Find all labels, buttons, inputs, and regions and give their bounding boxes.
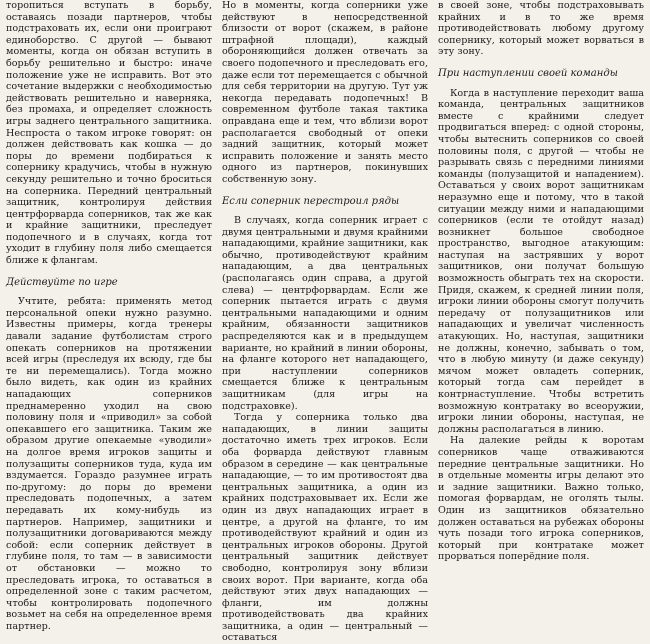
section-heading: Действуйте по игре: [6, 276, 118, 288]
paragraph: На далекие рейды к воротам соперников чаще отваживаются передние центральные защитники. Но в отдельные моменты игры делают это и задние защитники. Важно только, помогая форвардам, не оголять тылы. Один из защитников обязательно должен оставаться на рубежах обороны чуть позади того игрока соперников, который при контратаке может прорваться поперёдние поля.: [438, 435, 644, 563]
text-column-1: [6, 0, 212, 644]
paragraph: Тогда у соперника только два нападающих, в линии защиты достаточно иметь трех игроков. Если оба форварда действуют главным образом в середине — как центральные нападающие, — то им противостоят два центральных защитника, а один из крайних подстраховывает их. Если же один из двух нападающих играет в центре, а другой на фланге, то им противодействуют крайний и один из центральных игроков обороны. Другой центральный защитник действует свободно, контролируя зону вблизи своих ворот. При варианте, когда оба действуют этих двух нападающих — фланги, им должны противодействовать два крайних защитника, а один — центральный — оставаться: [222, 412, 428, 644]
paragraph: торопиться вступать в борьбу, оставаясь позади партнеров, чтобы подстраховать их, если они проиграют единоборство. С другой — бывают моменты, когда он обязан вступить в борьбу решительно и быстро: иначе положение уже не исправить. Вот это сочетание выдержки с необходимостью действовать решительно и наверняка, без промаха, и определяет сложность игры заднего центрального защитника. Неспроста о таком игроке говорят: он должен действовать как кошка — до поры до времени подбираться к сопернику крадучись, чтобы в нужную секунду решительно и точно броситься на соперника. Передний центральный защитник, контролируя действия центрфорварда соперников, так же как и крайние защитники, преследует подопечного и в случаях, когда тот уходит в глубину поля либо смещается ближе к флангам.: [6, 0, 212, 267]
section-heading: При наступлении своей команды: [438, 67, 618, 79]
paragraph: Когда в наступление переходит ваша команда, центральных защитников вместе с крайними следует продвигаться вперед: с одной стороны, чтобы вытеснить соперников со своей половины поля, с другой — чтобы не разрывать связь с передними линиями команды (полузащитой и нападением). Оставаться у своих ворот защитникам неразумно еще и потому, что в такой ситуации между ними и нападающими соперников (если те отойдут назад) возникнет большое свободное пространство, выгодное атакующим: наступая на застрявших у ворот защитников, они получат большую возможность обыграть тех на скорости. Придя, скажем, к средней линии поля, игроки линии обороны смогут получить передачу от полузащитников или нападающих и увеличат численность атакующих. Но, наступая, защитники не должны, конечно, забывать о том, что в любую минуту (и даже секунду) мячом может овладеть соперник, который тогда сам перейдет в контрнаступление. Чтобы встретить возможную контратаку во всеоружии, игроки линии обороны, наступая, не должны располагаться в линию.: [438, 87, 644, 435]
paragraph: в своей зоне, чтобы подстраховывать крайних и в то же время противодействовать любому другому сопернику, который может ворваться в эту зону.: [438, 0, 644, 58]
paragraph: Учтите, ребята: применять метод персональной опеки нужно разумно. Известны примеры, когда тренеры давали задание футболистам строго опекать соперников на протяжении всей игры (преследуя их всюду, где бы те ни перемещались). Тогда можно было видеть, как один из крайних нападающих соперников преднамеренно уходил на свою половину поля и «приводил» за собой опекавшего его защитника. Таким же образом другие опекаемые «уводили» на долгое время игроков защиты и полузащиты соперников туда, куда им вздумается. Гораздо разумнее играть по-другому: до поры до времени преследовать подопечных, а затем передавать их кому-нибудь из партнеров. Например, защитники и полузащитники договариваются между собой: если соперник действует в глубине поля, то там — в зависимости от обстановки — можно то преследовать игрока, то оставаться в определенной зоне с таким расчетом, чтобы контролировать подопечного возьмет на себя на определенное время партнер.: [6, 296, 212, 632]
text-column-2: [222, 0, 428, 644]
section-heading: Если соперник перестроил ряды: [222, 195, 400, 207]
paragraph: В случаях, когда соперник играет с двумя центральными и двумя крайними нападающими, крайние защитники, как обычно, противодействуют крайним нападающим, а два центральных (располагаясь один справа, а другой слева) — центрфорвардам. Если же соперник пытается играть с двумя центральными нападающими и одним крайним, обязанности защитников распределяются как и в предыдущем варианте, но крайний в линии обороны, на фланге которого нет нападающего, при наступлении соперников смещается ближе к центральным защитникам (для игры на подстраховке).: [222, 215, 428, 412]
text-column-3: [438, 0, 644, 644]
paragraph: Но в моменты, когда соперники уже действуют в непосредственной близости от ворот (скажем, в районе штрафной площади), каждый обороняющийся должен отвечать за своего подопечного и преследовать его, даже если тот перемещается с обычной для себя территории на другую. Тут уж некогда передавать подопечных! В современном футболе такая тактика оправдана еще и тем, что вблизи ворот располагается свободный от опеки задний защитник, который может исправить положение и занять место одного из партнеров, покинувших собственную зону.: [222, 0, 428, 185]
